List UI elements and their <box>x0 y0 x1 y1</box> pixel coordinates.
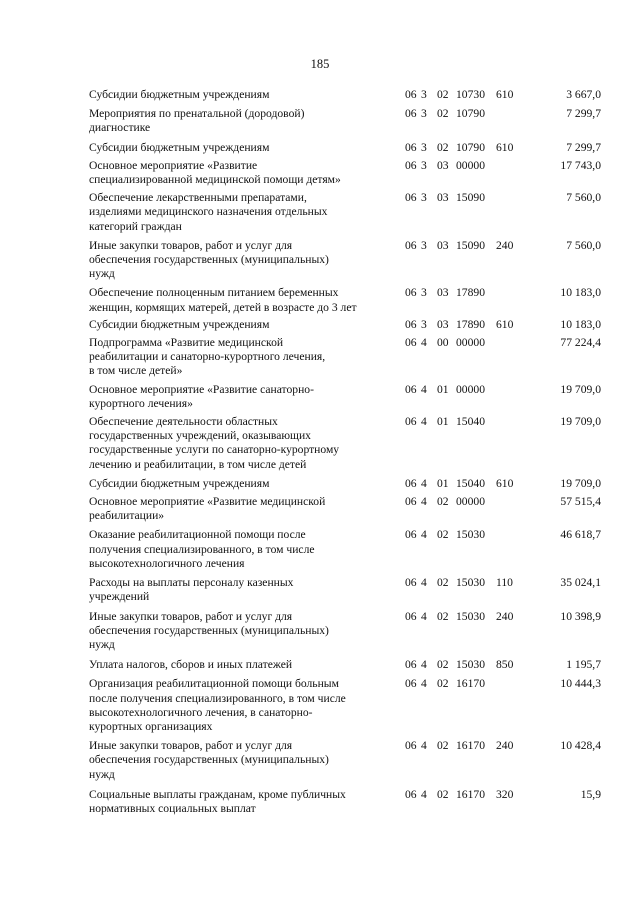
subsection-code: 3 <box>421 88 427 101</box>
row-name-line: женщин, кормящих матерей, детей в возрасте до 3 лет <box>89 300 357 314</box>
program-code: 03 <box>437 286 449 300</box>
row-name-line: изделиями медицинского назначения отдельных <box>89 205 328 219</box>
table-row <box>89 477 601 491</box>
row-name-line: Субсидии бюджетным учреждениям <box>89 317 270 331</box>
direction-code: 10790 <box>456 107 485 121</box>
row-name <box>89 159 389 187</box>
table-row <box>89 107 601 135</box>
subsection-code: 4 <box>421 528 427 542</box>
table-row <box>89 658 601 672</box>
section-code: 06 <box>405 787 417 801</box>
sum-value: 10 183,0 <box>560 317 601 331</box>
row-name-line: Субсидии бюджетным учреждениям <box>89 140 270 154</box>
table-row <box>89 141 601 155</box>
section-code: 06 <box>405 677 417 691</box>
sum-value: 10 398,9 <box>560 609 601 623</box>
row-name <box>89 658 389 672</box>
row-name-line: Иные закупки товаров, работ и услуг для <box>89 238 293 252</box>
table-row <box>89 383 601 411</box>
row-name <box>89 415 389 472</box>
row-name <box>89 107 389 135</box>
table-row <box>89 610 601 653</box>
row-name-line: нужд <box>89 267 115 281</box>
row-name <box>89 576 389 604</box>
program-code: 02 <box>437 677 449 691</box>
table-row <box>89 239 601 282</box>
row-name <box>89 528 389 571</box>
row-name-line: Подпрограмма «Развитие медицинской <box>89 336 284 350</box>
subsection-code: 4 <box>421 787 427 801</box>
direction-code: 15040 <box>456 415 485 429</box>
program-code: 02 <box>437 107 449 121</box>
sum-value: 3 667,0 <box>566 88 601 101</box>
table-row <box>89 88 601 102</box>
program-code: 03 <box>437 317 449 331</box>
row-name-line: высокотехнологичного лечения <box>89 556 245 570</box>
table-row <box>89 159 601 187</box>
subsection-code: 4 <box>421 677 427 691</box>
row-name-line: специализированной медицинской помощи детям» <box>89 173 341 187</box>
table-row <box>89 677 601 734</box>
subsection-code: 4 <box>421 415 427 429</box>
table-row <box>89 576 601 604</box>
row-name <box>89 336 389 379</box>
section-code: 06 <box>405 317 417 331</box>
sum-value: 17 743,0 <box>560 158 601 172</box>
section-code: 06 <box>405 238 417 252</box>
direction-code: 15030 <box>456 528 485 542</box>
row-name-line: категорий граждан <box>89 219 182 233</box>
row-name-line: реабилитации» <box>89 509 165 523</box>
row-name-line: Оказание реабилитационной помощи после <box>89 528 306 542</box>
row-name <box>89 286 389 314</box>
sum-value: 7 560,0 <box>566 191 601 205</box>
row-name-line: Иные закупки товаров, работ и услуг для <box>89 739 293 753</box>
row-name-line: Социальные выплаты гражданам, кроме публичных <box>89 787 346 801</box>
sum-value: 15,9 <box>580 787 601 801</box>
section-code: 06 <box>405 476 417 490</box>
row-name-line: Уплата налогов, сборов и иных платежей <box>89 658 293 672</box>
expense-type-code: 240 <box>496 739 514 753</box>
row-name <box>89 477 389 491</box>
direction-code: 10730 <box>456 88 485 101</box>
section-code: 06 <box>405 495 417 509</box>
program-code: 03 <box>437 191 449 205</box>
section-code: 06 <box>405 609 417 623</box>
row-name-line: высокотехнологичного лечения, в санаторно- <box>89 705 313 719</box>
expense-type-code: 320 <box>496 787 514 801</box>
row-name <box>89 88 389 102</box>
table-row <box>89 286 601 314</box>
expense-type-code: 240 <box>496 238 514 252</box>
expense-type-code: 110 <box>496 576 513 590</box>
section-code: 06 <box>405 88 417 101</box>
page-number: 185 <box>310 57 330 71</box>
row-name-line: курортных организациях <box>89 719 213 733</box>
program-code: 02 <box>437 528 449 542</box>
sum-value: 1 195,7 <box>566 658 601 672</box>
program-code: 02 <box>437 658 449 672</box>
section-code: 06 <box>405 415 417 429</box>
row-name-line: Мероприятия по пренатальной (дородовой) <box>89 107 305 121</box>
section-code: 06 <box>405 140 417 154</box>
row-name-line: Основное мероприятие «Развитие <box>89 158 258 172</box>
row-name-line: Субсидии бюджетным учреждениям <box>89 476 270 490</box>
row-name <box>89 739 389 782</box>
section-code: 06 <box>405 576 417 590</box>
table-row <box>89 191 601 234</box>
program-code: 00 <box>437 336 449 350</box>
subsection-code: 3 <box>421 317 427 331</box>
table-row <box>89 336 601 379</box>
direction-code: 00000 <box>456 382 485 396</box>
row-name <box>89 788 389 816</box>
subsection-code: 3 <box>421 286 427 300</box>
row-name-line: нужд <box>89 637 115 651</box>
subsection-code: 3 <box>421 158 427 172</box>
row-name-line: обеспечения государственных (муниципальных) <box>89 753 329 767</box>
program-code: 03 <box>437 238 449 252</box>
expense-type-code: 610 <box>496 476 514 490</box>
row-name-line: реабилитации и санаторно-курортного лечения, <box>89 350 326 364</box>
row-name-line: Иные закупки товаров, работ и услуг для <box>89 609 293 623</box>
program-code: 02 <box>437 609 449 623</box>
row-name-line: обеспечения государственных (муниципальных) <box>89 253 329 267</box>
sum-value: 46 618,7 <box>560 528 601 542</box>
direction-code: 17890 <box>456 286 485 300</box>
table-row <box>89 415 601 472</box>
row-name-line: получения специализированного, в том числе <box>89 542 315 556</box>
section-code: 06 <box>405 107 417 121</box>
program-code: 02 <box>437 140 449 154</box>
program-code: 02 <box>437 787 449 801</box>
direction-code: 17890 <box>456 317 485 331</box>
sum-value: 19 709,0 <box>560 476 601 490</box>
program-code: 02 <box>437 495 449 509</box>
program-code: 01 <box>437 382 449 396</box>
table-row <box>89 788 601 816</box>
sum-value: 10 428,4 <box>560 739 601 753</box>
expense-type-code: 610 <box>496 140 514 154</box>
program-code: 02 <box>437 739 449 753</box>
direction-code: 16170 <box>456 739 485 753</box>
row-name <box>89 495 389 523</box>
table-row <box>89 739 601 782</box>
row-name-line: Обеспечение полноценным питанием беременных <box>89 286 339 300</box>
subsection-code: 4 <box>421 658 427 672</box>
sum-value: 57 515,4 <box>560 495 601 509</box>
row-name-line: Расходы на выплаты персоналу казенных <box>89 576 294 590</box>
subsection-code: 3 <box>421 140 427 154</box>
subsection-code: 4 <box>421 476 427 490</box>
sum-value: 35 024,1 <box>560 576 601 590</box>
section-code: 06 <box>405 382 417 396</box>
direction-code: 00000 <box>456 495 485 509</box>
direction-code: 00000 <box>456 158 485 172</box>
program-code: 03 <box>437 158 449 172</box>
row-name <box>89 239 389 282</box>
direction-code: 15090 <box>456 238 485 252</box>
direction-code: 16170 <box>456 677 485 691</box>
row-name-line: государственные услуги по санаторно-курортному <box>89 443 340 457</box>
expense-type-code: 240 <box>496 609 514 623</box>
row-name-line: государственных учреждений, оказывающих <box>89 429 311 443</box>
program-code: 02 <box>437 576 449 590</box>
subsection-code: 4 <box>421 609 427 623</box>
table-row <box>89 528 601 571</box>
subsection-code: 4 <box>421 495 427 509</box>
section-code: 06 <box>405 336 417 350</box>
row-name-line: в том числе детей» <box>89 364 183 378</box>
row-name-line: Обеспечение деятельности областных <box>89 415 278 429</box>
row-name <box>89 141 389 155</box>
section-code: 06 <box>405 158 417 172</box>
expense-type-code: 610 <box>496 88 514 101</box>
row-name-line: Обеспечение лекарственными препаратами, <box>89 191 307 205</box>
budget-table <box>89 88 601 816</box>
direction-code: 10790 <box>456 140 485 154</box>
row-name-line: лечению и реабилитации, в том числе детей <box>89 457 307 471</box>
program-code: 01 <box>437 476 449 490</box>
row-name <box>89 677 389 734</box>
row-name <box>89 191 389 234</box>
direction-code: 16170 <box>456 787 485 801</box>
row-name-line: после получения специализированного, в том числе <box>89 691 346 705</box>
row-name <box>89 383 389 411</box>
section-code: 06 <box>405 286 417 300</box>
row-name <box>89 318 389 332</box>
direction-code: 15040 <box>456 476 485 490</box>
table-row <box>89 495 601 523</box>
row-name <box>89 610 389 653</box>
sum-value: 7 299,7 <box>566 107 601 121</box>
direction-code: 15030 <box>456 576 485 590</box>
subsection-code: 3 <box>421 107 427 121</box>
subsection-code: 4 <box>421 739 427 753</box>
row-name-line: обеспечения государственных (муниципальных) <box>89 623 329 637</box>
section-code: 06 <box>405 658 417 672</box>
row-name-line: учреждений <box>89 590 150 604</box>
row-name-line: диагностике <box>89 121 151 135</box>
row-name-line: Субсидии бюджетным учреждениям <box>89 88 270 101</box>
subsection-code: 4 <box>421 382 427 396</box>
table-row <box>89 318 601 332</box>
row-name-line: Основное мероприятие «Развитие санаторно- <box>89 382 314 396</box>
section-code: 06 <box>405 739 417 753</box>
row-name-line: нормативных социальных выплат <box>89 801 256 815</box>
sum-value: 77 224,4 <box>560 336 601 350</box>
section-code: 06 <box>405 191 417 205</box>
section-code: 06 <box>405 528 417 542</box>
subsection-code: 4 <box>421 576 427 590</box>
sum-value: 10 444,3 <box>560 677 601 691</box>
sum-value: 10 183,0 <box>560 286 601 300</box>
subsection-code: 3 <box>421 238 427 252</box>
row-name-line: Организация реабилитационной помощи больным <box>89 677 339 691</box>
row-name-line: курортного лечения» <box>89 396 193 410</box>
expense-type-code: 610 <box>496 317 514 331</box>
sum-value: 19 709,0 <box>560 415 601 429</box>
sum-value: 19 709,0 <box>560 382 601 396</box>
direction-code: 15030 <box>456 658 485 672</box>
subsection-code: 4 <box>421 336 427 350</box>
direction-code: 15090 <box>456 191 485 205</box>
expense-type-code: 850 <box>496 658 514 672</box>
program-code: 02 <box>437 88 449 101</box>
program-code: 01 <box>437 415 449 429</box>
row-name-line: нужд <box>89 767 115 781</box>
direction-code: 00000 <box>456 336 485 350</box>
subsection-code: 3 <box>421 191 427 205</box>
direction-code: 15030 <box>456 609 485 623</box>
row-name-line: Основное мероприятие «Развитие медицинской <box>89 495 326 509</box>
sum-value: 7 560,0 <box>566 238 601 252</box>
sum-value: 7 299,7 <box>566 140 601 154</box>
